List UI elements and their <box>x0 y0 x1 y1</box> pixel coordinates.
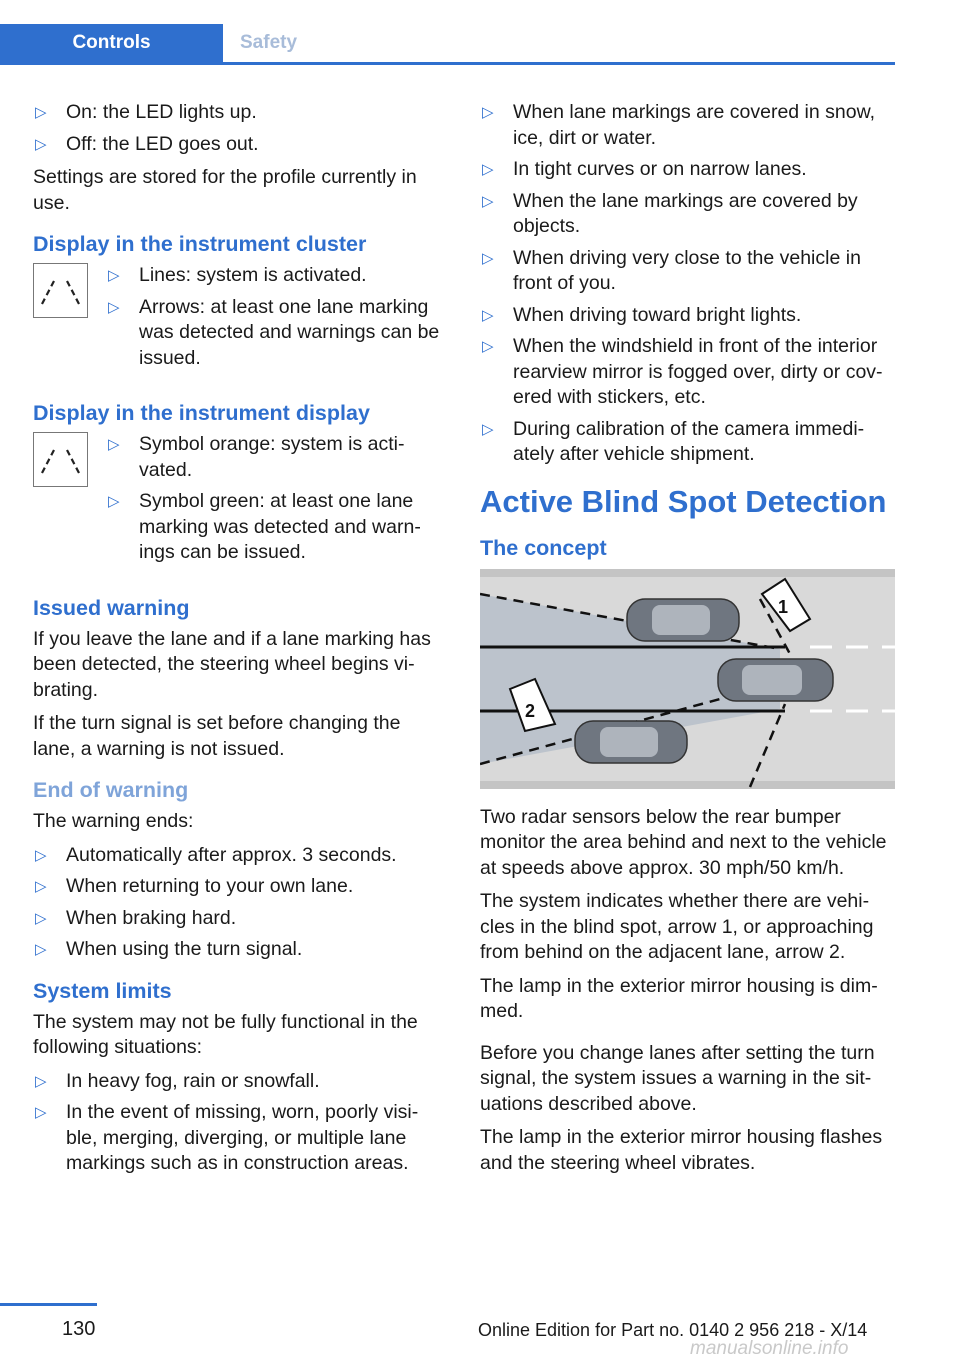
issued-warning-text: If you leave the lane and if a lane marking has been detected, the steering wheel begins vi‐brating. <box>33 627 431 701</box>
display-list <box>106 432 443 572</box>
bullet-triangle-icon: ▷ <box>35 104 47 121</box>
list-item: ▷ When driving very close to the vehicle in front of you. <box>482 246 861 294</box>
vehicle-approaching-icon <box>575 721 687 763</box>
bullet-triangle-icon: ▷ <box>35 135 47 153</box>
end-of-warning-list <box>33 843 443 963</box>
bullet-triangle-icon: ▷ <box>35 878 47 895</box>
list-item: ▷ When driving toward bright lights. <box>480 303 895 329</box>
bullet-triangle-icon: ▷ <box>35 1072 47 1090</box>
system-limits-heading: System limits <box>33 978 172 1003</box>
system-limits-intro: The system may not be fully functional in the following situations: <box>33 1010 418 1058</box>
end-of-warning-intro: The warning ends: <box>33 810 194 832</box>
display-heading: Display in the instrument display <box>33 401 370 425</box>
list-item: ▷ When lane markings are covered in snow, ice, dirt or water. <box>482 101 876 149</box>
bullet-triangle-icon: ▷ <box>108 436 120 453</box>
bullet-triangle-icon: ▷ <box>482 338 494 355</box>
tab-controls[interactable]: Controls <box>0 24 223 62</box>
turn-signal-note: If the turn signal is set before changing the lane, a warning is not issued. <box>33 712 401 760</box>
list-item: ▷ Arrows: at least one lane marking was detected and warnings can be issued. <box>108 295 440 369</box>
bullet-triangle-icon: ▷ <box>482 249 494 267</box>
bullet-triangle-icon: ▷ <box>482 104 494 121</box>
chapter-tabs <box>0 24 895 65</box>
edition-note: Online Edition for Part no. 0140 2 956 218 - X/14 <box>478 1320 868 1340</box>
left-column <box>33 100 443 1185</box>
list-item: ▷ Lines: system is activated. <box>106 263 443 289</box>
list-item: ▷ When the lane markings are covered by objects. <box>482 189 858 237</box>
cluster-list <box>106 263 443 377</box>
instrument-display-block <box>33 432 443 580</box>
concept-paragraph: Before you change lanes after setting the turn signal, the system issues a warning in the sit‐uations described above. <box>480 1041 875 1115</box>
section-title: Active Blind Spot Detection <box>480 483 887 519</box>
list-item: ▷ Off: the LED goes out. <box>33 132 443 158</box>
list-item: ▷ When using the turn signal. <box>33 937 443 963</box>
bullet-triangle-icon: ▷ <box>35 846 47 864</box>
concept-paragraph: Two radar sensors below the rear bumper monitor the area behind and next to the vehicle at speeds above approx. 30 mph/50 km/h. <box>480 805 887 879</box>
tab-safety[interactable]: Safety <box>240 32 298 53</box>
arrow-2-label: 2 <box>525 700 536 721</box>
list-item: ▷ When braking hard. <box>33 906 443 932</box>
cluster-heading: Display in the instrument cluster <box>33 232 367 256</box>
bullet-triangle-icon: ▷ <box>482 420 494 438</box>
lane-symbol-icon <box>33 432 88 487</box>
list-item: ▷ During calibration of the camera immedi‐ately after vehicle shipment. <box>482 417 865 465</box>
footer-rule <box>0 1303 97 1306</box>
list-item: ▷ Symbol orange: system is acti‐vated. <box>108 433 405 481</box>
concept-paragraph: The system indicates whether there are vehi‐cles in the blind spot, arrow 1, or approaching from behind on the adjacent lane, arrow 2. <box>480 890 874 963</box>
list-item: ▷ Automatically after approx. 3 seconds. <box>33 843 443 869</box>
list-item: ▷ In heavy fog, rain or snowfall. <box>33 1069 443 1095</box>
bullet-triangle-icon: ▷ <box>482 192 494 210</box>
bullet-triangle-icon: ▷ <box>482 161 494 178</box>
bullet-triangle-icon: ▷ <box>108 267 120 284</box>
list-item: ▷ Symbol green: at least one lane marking was detected and warn‐ings can be issued. <box>108 490 421 563</box>
system-limits-list-continued <box>480 100 895 468</box>
arrow-1-label: 1 <box>778 596 789 617</box>
bullet-triangle-icon: ▷ <box>35 909 47 927</box>
concept-paragraph: The lamp in the exterior mirror housing flashes and the steering wheel vibrates. <box>480 1126 883 1174</box>
led-state-list <box>33 100 443 157</box>
bullet-triangle-icon: ▷ <box>35 941 47 958</box>
list-item: ▷ On: the LED lights up. <box>33 100 443 126</box>
system-limits-list <box>33 1069 443 1177</box>
bullet-triangle-icon: ▷ <box>35 1104 47 1121</box>
settings-note: Settings are stored for the profile currently in use. <box>33 166 417 214</box>
watermark: manualsonline.info <box>690 1338 849 1359</box>
issued-warning-heading: Issued warning <box>33 595 190 620</box>
page-number: 130 <box>62 1318 96 1340</box>
cluster-display-block <box>33 263 443 385</box>
list-item: ▷ When returning to your own lane. <box>33 874 443 900</box>
bullet-triangle-icon: ▷ <box>108 493 120 510</box>
list-item: ▷ When the windshield in front of the interior rearview mirror is fogged over, dirty or cov‐ered with stickers, etc. <box>482 335 883 408</box>
vehicle-adjacent-lane-icon <box>627 599 739 641</box>
end-of-warning-heading: End of warning <box>33 778 189 802</box>
vehicle-own-icon <box>718 659 833 701</box>
blind-spot-illustration <box>480 569 895 789</box>
bullet-triangle-icon: ▷ <box>482 306 494 324</box>
concept-heading: The concept <box>480 535 607 560</box>
concept-paragraph: The lamp in the exterior mirror housing is dim‐med. <box>480 974 878 1022</box>
list-item: ▷ In tight curves or on narrow lanes. <box>480 157 895 183</box>
right-column <box>480 100 895 1184</box>
list-item: ▷ In the event of missing, worn, poorly visi‐ble, merging, diverging, or multiple lane markings such as in construction areas. <box>35 1101 419 1174</box>
bullet-triangle-icon: ▷ <box>108 298 120 316</box>
lane-lines-symbol-icon <box>33 263 88 318</box>
